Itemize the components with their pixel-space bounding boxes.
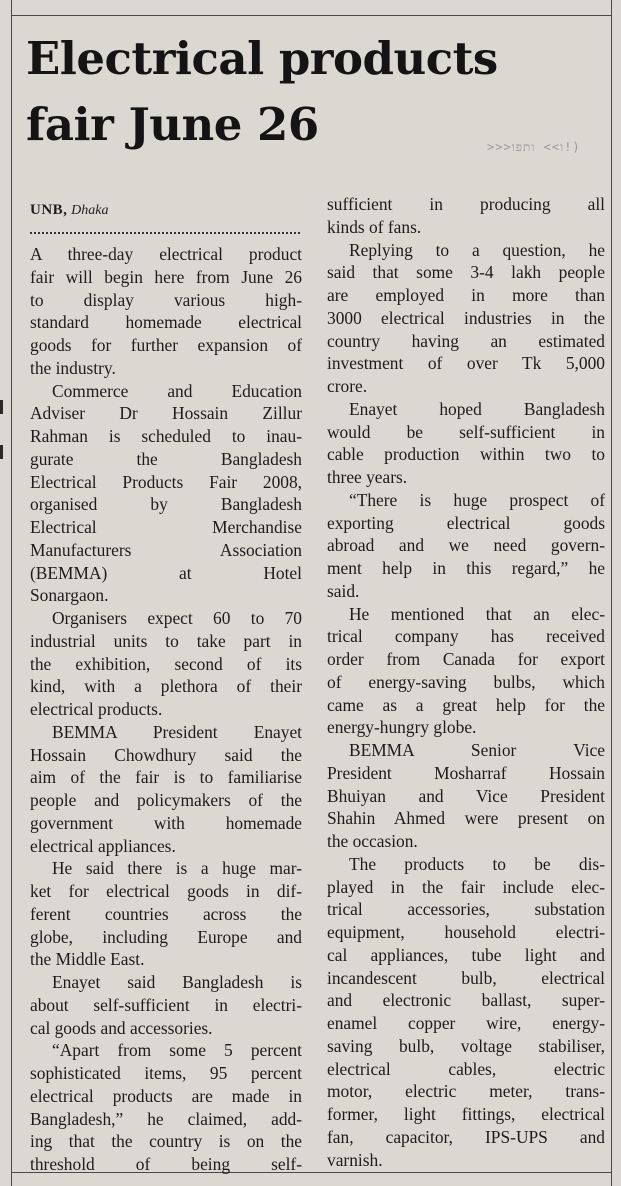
byline-dotted-rule — [30, 232, 300, 234]
article-text-line: cal appliances, tube light and — [327, 944, 605, 965]
article-text-line: Bangladesh,” he claimed, add- — [30, 1108, 302, 1129]
article-text-line: BEMMA President Enayet — [52, 721, 302, 742]
article-text-line: Enayet hoped Bangladesh — [349, 398, 605, 419]
article-text-line: ment help in this regard,” he — [327, 558, 605, 578]
article-column-left — [30, 243, 302, 1176]
article-text-line: three years. — [327, 467, 408, 487]
article-text-line: would be self-sufficient in — [327, 421, 605, 442]
article-text-line: trical company has received — [327, 626, 605, 647]
article-text-line: cable production within two to — [327, 444, 605, 465]
article-text-line: electrical products are made in — [30, 1085, 302, 1106]
headline — [26, 26, 606, 158]
article-text-line: Shahin Ahmed were present on — [327, 808, 605, 829]
article-text-line: fan, capacitor, IPS-UPS and — [327, 1126, 605, 1147]
top-rule — [11, 15, 611, 16]
article-text-line: to display various high- — [30, 289, 302, 310]
article-text-line: A three-day electrical product — [30, 244, 302, 264]
article-text-line: He mentioned that an elec- — [349, 603, 605, 624]
headline-line: Electrical products — [26, 32, 498, 85]
article-text-line: electrical appliances. — [30, 835, 176, 856]
article-text-line: Electrical Products Fair 2008, — [30, 471, 302, 492]
article-text-line: the exhibition, second of its — [30, 653, 302, 674]
article-text-line: played in the fair include elec- — [327, 876, 605, 897]
article-text-line: gurate the Bangladesh — [30, 448, 302, 469]
headline-line: fair June 26 — [26, 98, 319, 151]
article-text-line: 3000 electrical industries in the — [327, 307, 605, 328]
byline-agency: UNB, — [30, 202, 68, 218]
article-text-line: and electronic ballast, super- — [327, 990, 605, 1011]
article-text-line: Organisers expect 60 to 70 — [52, 608, 302, 628]
article-column-right — [327, 193, 605, 1171]
article-text-line: He said there is a huge mar- — [52, 858, 302, 879]
article-text-line: investment of over Tk 5,000 — [327, 353, 605, 374]
article-text-line: equipment, household electri- — [327, 922, 605, 942]
article-text-line: globe, including Europe and — [30, 926, 302, 947]
article-text-line: of energy-saving bulbs, which — [327, 671, 605, 692]
article-text-line: abroad and we need govern- — [327, 535, 605, 556]
article-text-line: saving bulb, voltage stabiliser, — [327, 1035, 605, 1056]
article-text-line: organised by Bangladesh — [30, 494, 302, 515]
bleed-through-text: >>>ו>> ותפו!) — [487, 140, 581, 154]
article-text-line: the Middle East. — [30, 949, 145, 970]
article-text-line: government with homemade — [30, 812, 302, 833]
article-text-line: industrial units to take part in — [30, 630, 302, 651]
article-text-line: sophisticated items, 95 percent — [30, 1063, 302, 1083]
article-text-line: kind, with a plethora of their — [30, 676, 302, 697]
byline-city: Dhaka — [71, 203, 109, 218]
article-text-line: Sonargaon. — [30, 585, 109, 606]
article-text-line: Bhuiyan and Vice President — [327, 785, 605, 806]
article-text-line: cal goods and accessories. — [30, 1017, 213, 1038]
article-text-line: about self-sufficient in electri- — [30, 994, 302, 1015]
article-text-line: (BEMMA) at Hotel — [30, 562, 302, 583]
article-text-line: fair will begin here from June 26 — [30, 266, 302, 287]
article-text-line: threshold of being self- — [30, 1154, 302, 1174]
right-column-rule — [611, 0, 612, 1186]
adjacent-column-mark — [0, 400, 3, 414]
article-text-line: aim of the fair is to familiarise — [30, 767, 302, 788]
article-text-line: people and policymakers of the — [30, 790, 302, 810]
article-text-line: country having an estimated — [327, 330, 605, 351]
article-text-line: President Mosharraf Hossain — [327, 762, 605, 783]
article-text-line: The products to be dis- — [349, 853, 605, 874]
article-text-line: motor, electric meter, trans- — [327, 1081, 605, 1102]
article-text-line: said that some 3-4 lakh people — [327, 262, 605, 283]
article-text-line: energy-hungry globe. — [327, 717, 477, 738]
article-text-line: Adviser Dr Hossain Zillur — [30, 403, 302, 424]
article-text-line: said. — [327, 580, 360, 601]
article-text-line: kinds of fans. — [327, 216, 422, 237]
article-text-line: Replying to a question, he — [349, 239, 605, 260]
article-text-line: “There is huge prospect of — [349, 489, 605, 510]
article-text-line: enamel copper wire, energy- — [327, 1013, 605, 1033]
adjacent-column-mark — [0, 445, 3, 459]
article-text-line: Manufacturers Association — [30, 539, 302, 560]
article-text-line: ferent countries across the — [30, 903, 302, 924]
article-text-line: electrical cables, electric — [327, 1058, 605, 1079]
article-text-line: ing that the country is on the — [30, 1131, 302, 1152]
article-text-line: sufficient in producing all — [327, 194, 605, 214]
left-column-rule — [11, 0, 12, 1186]
article-text-line: goods for further expansion of — [30, 335, 302, 355]
article-text-line: crore. — [327, 376, 368, 396]
article-text-line: Electrical Merchandise — [30, 517, 302, 537]
article-text-line: Rahman is scheduled to inau- — [30, 426, 302, 446]
article-text-line: Commerce and Education — [52, 380, 302, 401]
article-text-line: the occasion. — [327, 831, 418, 851]
article-text-line: BEMMA Senior Vice — [349, 740, 605, 760]
article-text-line: Hossain Chowdhury said the — [30, 744, 302, 765]
article-text-line: came as a great help for the — [327, 694, 605, 715]
article-text-line: are employed in more than — [327, 285, 605, 305]
article-text-line: the industry. — [30, 357, 116, 378]
article-text-line: varnish. — [327, 1149, 383, 1170]
article-text-line: “Apart from some 5 percent — [52, 1040, 302, 1061]
byline — [30, 200, 109, 221]
article-text-line: exporting electrical goods — [327, 512, 605, 533]
article-text-line: incandescent bulb, electrical — [327, 967, 605, 988]
article-text-line: Enayet said Bangladesh is — [52, 972, 302, 992]
article-text-line: trical accessories, substation — [327, 899, 605, 920]
article-text-line: former, light fittings, electrical — [327, 1104, 605, 1124]
article-text-line: standard homemade electrical — [30, 312, 302, 333]
article-text-line: order from Canada for export — [327, 649, 605, 669]
article-text-line: electrical products. — [30, 699, 163, 719]
article-text-line: ket for electrical goods in dif- — [30, 881, 302, 901]
